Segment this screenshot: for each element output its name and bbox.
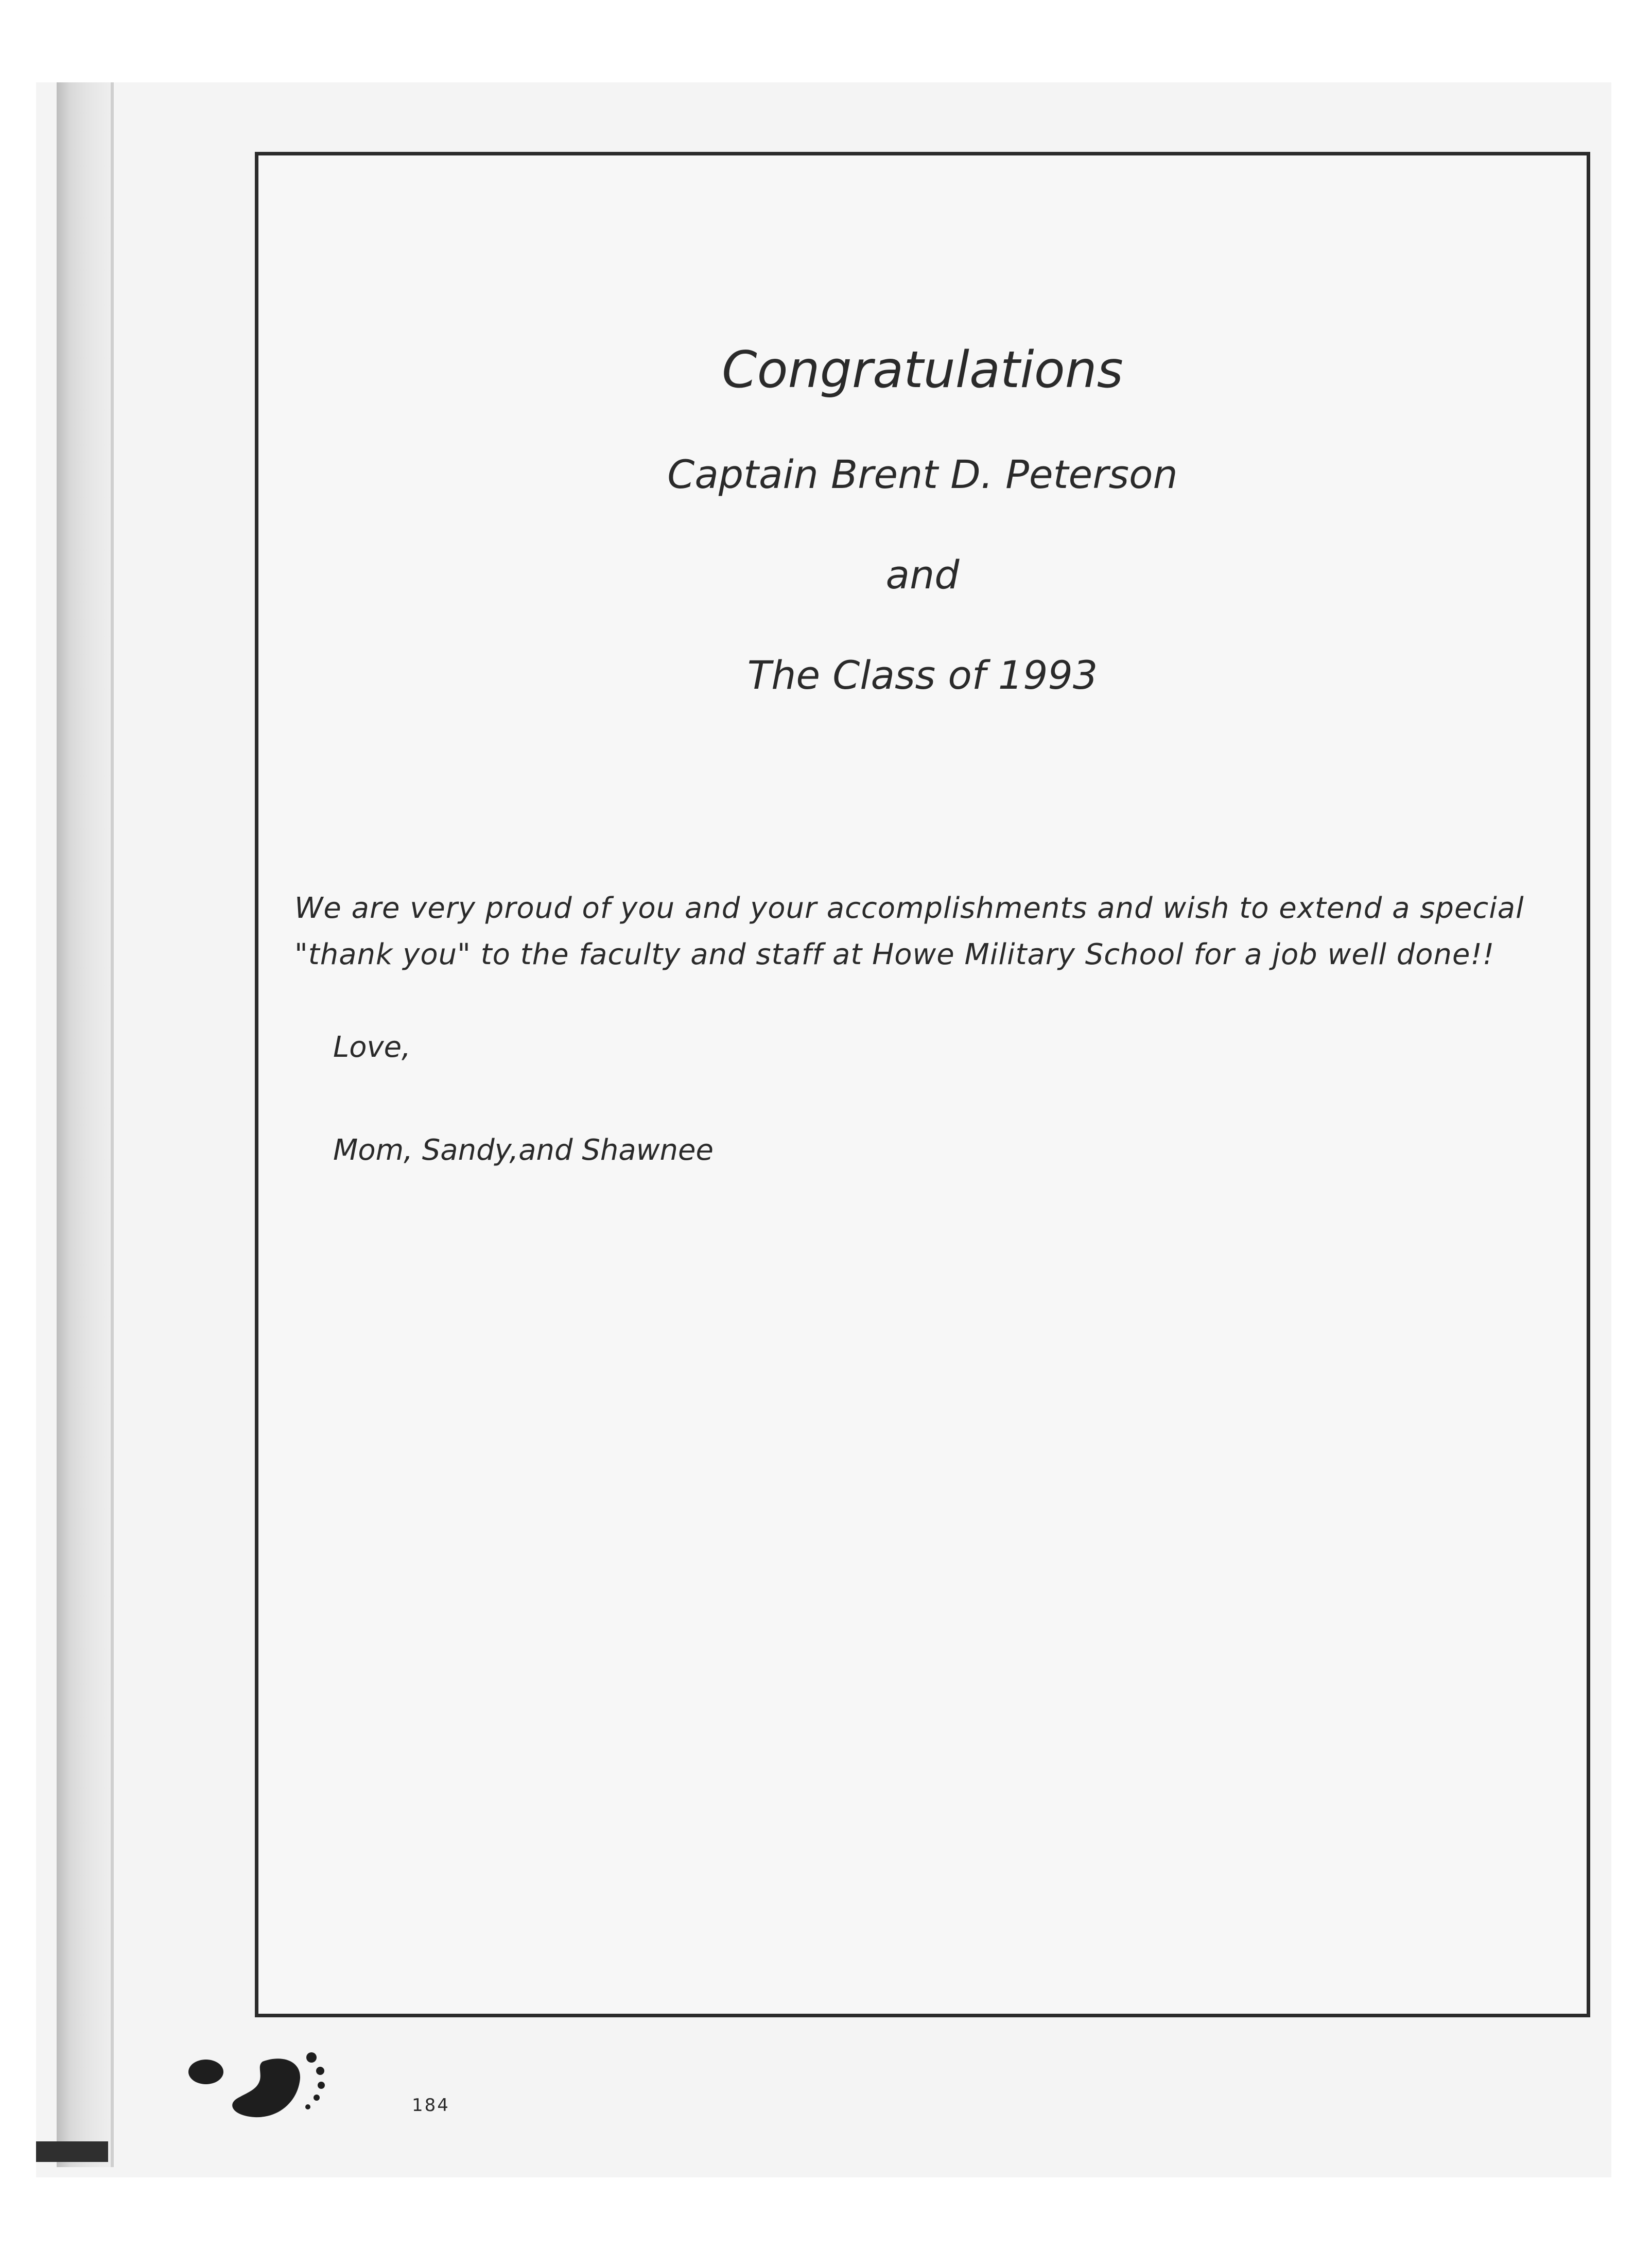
binding-edge [111, 82, 114, 2167]
binding-dark-mark [36, 2141, 108, 2162]
message-line-2: "thank you" to the faculty and staff at Howe Military School for a job well done!! [294, 938, 1495, 971]
page-number: 184 [412, 2095, 450, 2116]
ad-frame [255, 152, 1590, 2017]
conjunction-text: and [885, 552, 960, 598]
honoree-name: Captain Brent D. Peterson [667, 451, 1178, 497]
signature-text: Mom, Sandy,and Shawnee [333, 1133, 714, 1167]
ad-title: Congratulations [722, 341, 1123, 399]
message-line-1: We are very proud of you and your accomplishments and wish to extend a special [294, 892, 1524, 925]
class-line: The Class of 1993 [747, 652, 1098, 698]
footprints-icon [185, 2041, 371, 2123]
binding-shadow [57, 82, 113, 2167]
closing-text: Love, [333, 1031, 411, 1064]
